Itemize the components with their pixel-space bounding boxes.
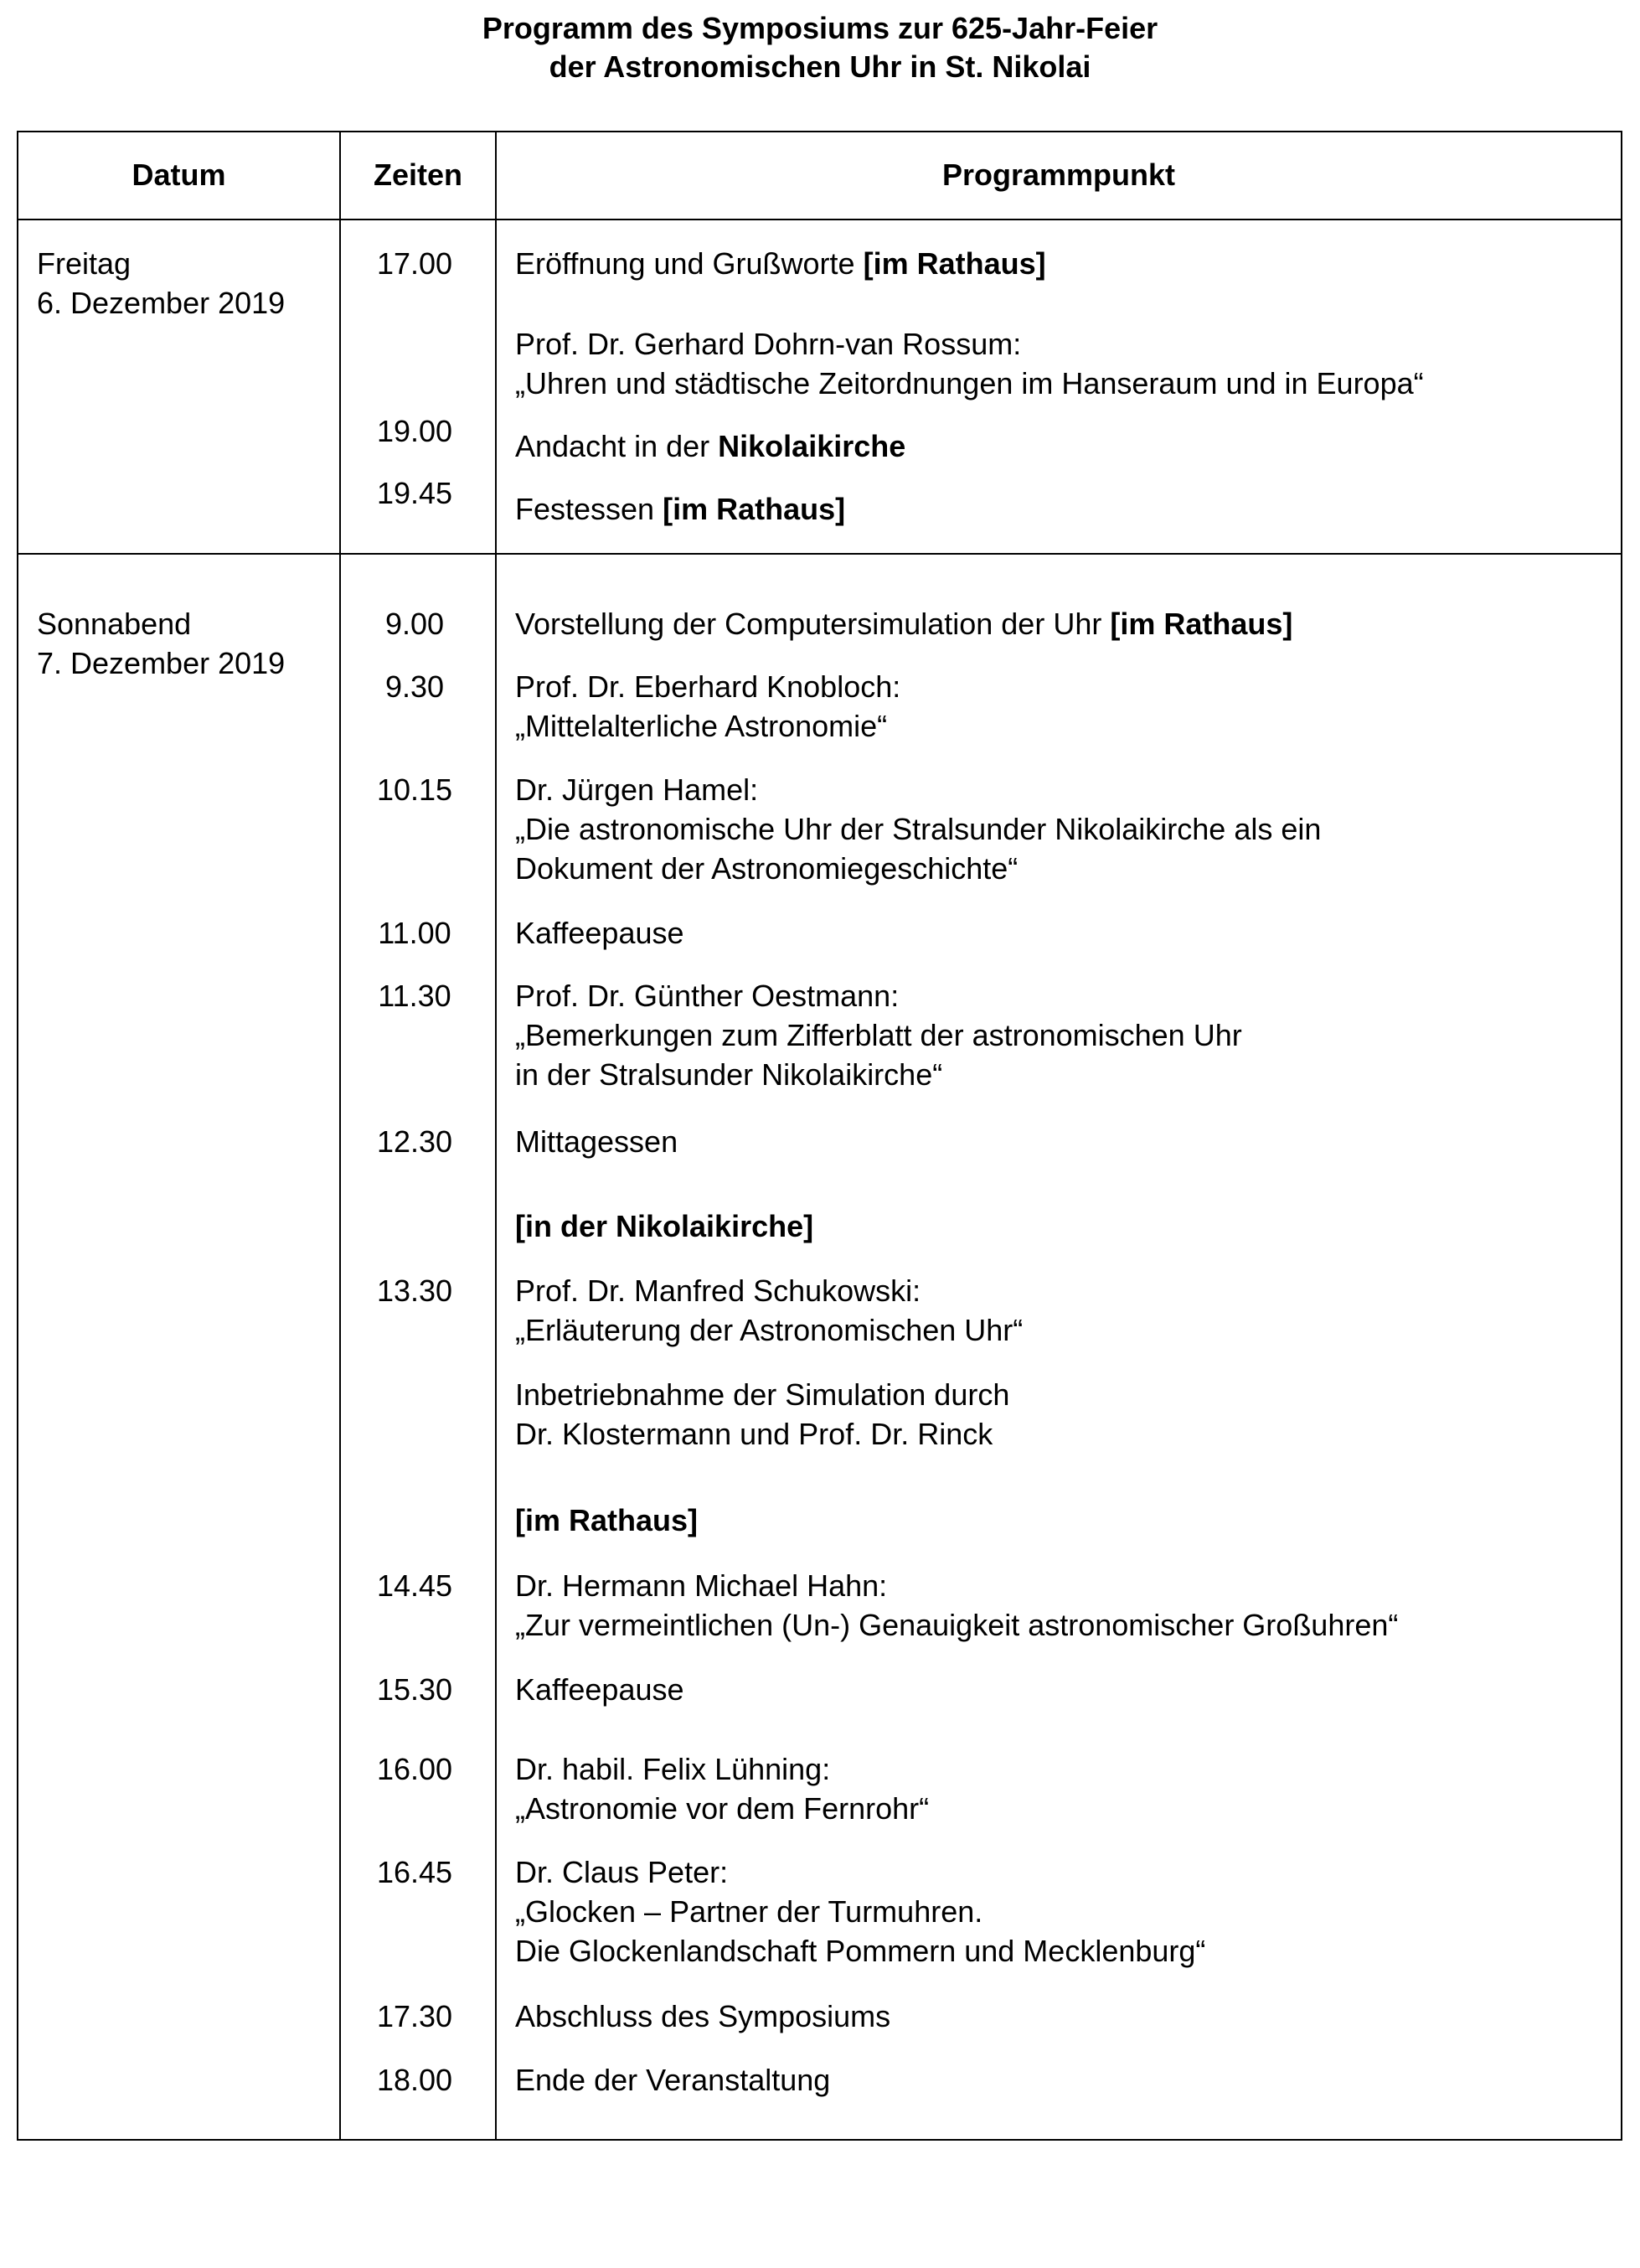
- location-heading: [im Rathaus]: [515, 1503, 699, 1537]
- item-text: Vorstellung der Computersimulation der Uhr: [515, 607, 1111, 641]
- talk-title: „Uhren und städtische Zeitordnungen im Hanseraum und in Europa“: [515, 366, 1424, 400]
- program-item: [515, 490, 845, 529]
- program-item: Inbetriebnahme der Simulation durch: [515, 1377, 1010, 1412]
- location-heading: [in der Nikolaikirche]: [515, 1209, 814, 1243]
- time-slot: 12.30: [376, 1124, 453, 1159]
- speaker-name: Prof. Dr. Manfred Schukowski:: [515, 1273, 921, 1308]
- item-text: Andacht in der: [515, 429, 719, 463]
- time-slot: 14.45: [376, 1568, 453, 1603]
- program-item: Kaffeepause: [515, 1672, 684, 1707]
- item-location: Nikolaikirche: [718, 429, 906, 463]
- time-slot: 17.30: [376, 1999, 453, 2033]
- time-slot: 15.30: [376, 1672, 453, 1707]
- talk-title: „Glocken – Partner der Turmuhren.: [515, 1894, 983, 1929]
- header-times: Zeiten: [373, 158, 462, 192]
- talk-title: „Erläuterung der Astronomischen Uhr“: [515, 1313, 1024, 1347]
- speaker-name: Prof. Dr. Eberhard Knobloch:: [515, 669, 901, 704]
- program-item: Kaffeepause: [515, 916, 684, 950]
- header-date: Datum: [132, 158, 226, 192]
- item-location: [im Rathaus]: [663, 492, 846, 526]
- program-item: [515, 427, 905, 466]
- time-slot: 9.30: [384, 669, 445, 704]
- talk-title: Die Glockenlandschaft Pommern und Mecklenburg“: [515, 1934, 1206, 1968]
- program-item: Abschluss des Symposiums: [515, 1999, 891, 2033]
- day-date: 6. Dezember 2019: [37, 286, 286, 320]
- page-subtitle: der Astronomischen Uhr in St. Nikolai: [549, 49, 1091, 84]
- speaker-name: Dr. habil. Felix Lühning:: [515, 1752, 831, 1786]
- time-slot: 16.00: [376, 1752, 453, 1786]
- item-location: [im Rathaus]: [863, 246, 1046, 281]
- speaker-name: Dr. Hermann Michael Hahn:: [515, 1568, 888, 1603]
- program-item: [515, 245, 1046, 283]
- column-divider-1: [339, 131, 341, 2141]
- talk-title: „Astronomie vor dem Fernrohr“: [515, 1791, 930, 1826]
- page-title: Programm des Symposiums zur 625-Jahr-Feier: [482, 11, 1158, 45]
- speaker-name: Dr. Jürgen Hamel:: [515, 772, 759, 807]
- time-slot: 9.00: [384, 607, 445, 641]
- talk-title: in der Stralsunder Nikolaikirche“: [515, 1057, 943, 1092]
- talk-title: „Die astronomische Uhr der Stralsunder Nikolaikirche als ein: [515, 812, 1322, 846]
- item-location: [im Rathaus]: [1110, 607, 1293, 641]
- speaker-name: Prof. Dr. Gerhard Dohrn-van Rossum:: [515, 327, 1022, 361]
- talk-title: Dokument der Astronomiegeschichte“: [515, 851, 1019, 886]
- time-slot: 16.45: [376, 1855, 453, 1889]
- talk-title: „Mittelalterliche Astronomie“: [515, 709, 888, 743]
- speaker-name: Dr. Claus Peter:: [515, 1855, 729, 1889]
- day-weekday: Sonnabend: [37, 607, 192, 641]
- time-slot: 18.00: [376, 2063, 453, 2097]
- item-text: Festessen: [515, 492, 663, 526]
- program-item: Mittagessen: [515, 1124, 678, 1159]
- time-slot: 19.00: [376, 414, 453, 448]
- time-slot: 13.30: [376, 1273, 453, 1308]
- time-slot: 17.00: [376, 246, 453, 281]
- day-divider: [17, 553, 1622, 555]
- header-divider: [17, 219, 1622, 220]
- day-weekday: Freitag: [37, 246, 132, 281]
- time-slot: 11.00: [378, 916, 451, 950]
- header-program: Programmpunkt: [941, 158, 1176, 192]
- program-item: Ende der Veranstaltung: [515, 2063, 831, 2097]
- speaker-name: Prof. Dr. Günther Oestmann:: [515, 979, 900, 1013]
- talk-title: „Zur vermeintlichen (Un-) Genauigkeit astronomischer Großuhren“: [515, 1608, 1399, 1642]
- time-slot: 10.15: [376, 772, 453, 807]
- item-text: Eröffnung und Grußworte: [515, 246, 864, 281]
- program-item: [515, 605, 1292, 643]
- day-date: 7. Dezember 2019: [37, 646, 286, 680]
- time-slot: 11.30: [378, 979, 451, 1013]
- talk-title: „Bemerkungen zum Zifferblatt der astronomischen Uhr: [515, 1018, 1242, 1052]
- time-slot: 19.45: [376, 476, 453, 510]
- program-item: Dr. Klostermann und Prof. Dr. Rinck: [515, 1417, 993, 1451]
- column-divider-2: [495, 131, 497, 2141]
